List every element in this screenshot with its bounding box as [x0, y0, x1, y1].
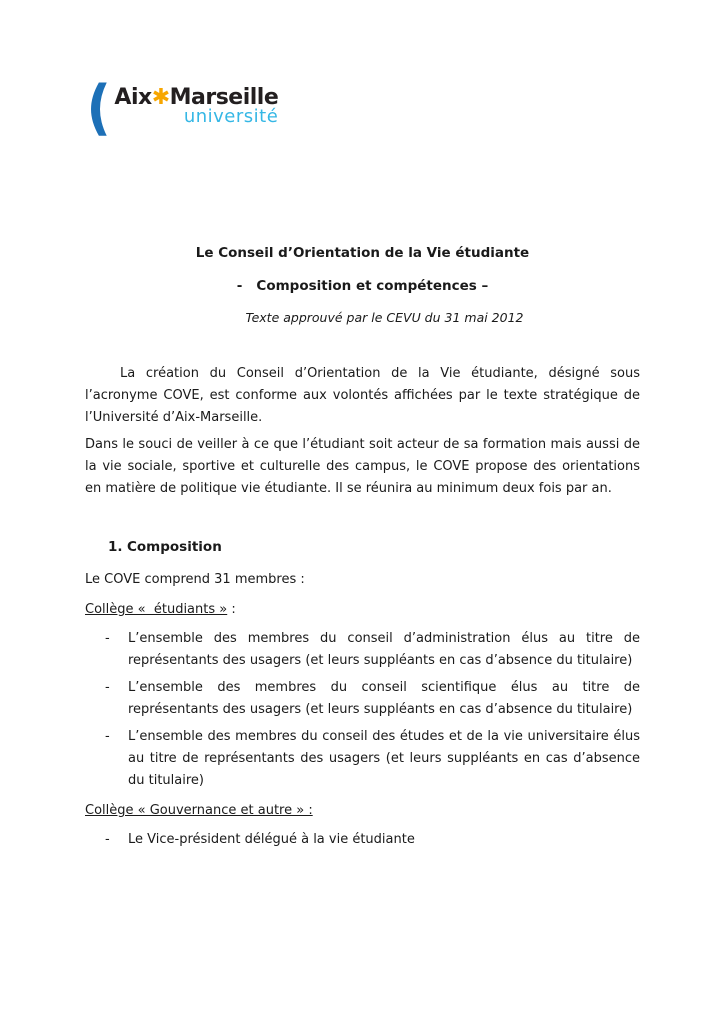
- list-item: [85, 726, 640, 792]
- list-item: [85, 829, 640, 851]
- logo-name-marseille: Marseille: [169, 85, 279, 110]
- bullet-dash-icon: -: [105, 832, 110, 847]
- paragraph-creation-cove: La création du Conseil d’Orientation de la Vie étudiante, désigné sous l’acronyme COVE, est conforme aux volontés affichées par le texte stratégique de l’Université d’Aix-Marseille.: [85, 366, 640, 425]
- students-list: [85, 628, 640, 792]
- college-governance-heading: [85, 800, 640, 822]
- list-item-text-conseil-administration: L’ensemble des membres du conseil d’administration élus au titre de représentants des usagers (et leurs suppléants en cas d’absence du titulaire): [128, 631, 640, 668]
- bullet-dash-icon: -: [105, 729, 110, 744]
- college-students-colon: :: [227, 602, 236, 617]
- list-item: [85, 677, 640, 721]
- asterisk-icon: ✱: [151, 85, 170, 110]
- bullet-dash-icon: -: [105, 631, 110, 646]
- logo-text-block: [114, 86, 278, 126]
- title-block: [85, 244, 640, 326]
- governance-list: [85, 829, 640, 851]
- college-students-label: Collège « étudiants »: [85, 602, 228, 617]
- page-subtitle: - Composition et compétences –: [236, 278, 489, 294]
- paragraph-souci-veiller: Dans le souci de veiller à ce que l’étudiant soit acteur de sa formation mais aussi de la vie sociale, sportive et culturelle des campus, le COVE propose des orientations en matière de politique vie étudiante. Il se réunira au minimum deux fois par an.: [85, 437, 640, 496]
- list-item-text-conseil-etudes: L’ensemble des membres du conseil des études et de la vie universitaire élus au titre de représentants des usagers (et leurs suppléants en cas d’absence du titulaire): [128, 729, 640, 788]
- logo-universite-label: université: [183, 106, 279, 127]
- members-count-line: Le COVE comprend 31 membres :: [85, 572, 305, 587]
- list-item-text-vice-president: Le Vice-président délégué à la vie étudiante: [128, 832, 415, 847]
- logo-name-aix: Aix: [114, 85, 152, 110]
- bullet-dash-icon: -: [105, 680, 110, 695]
- list-item: [85, 628, 640, 672]
- logo-parenthesis-icon: (: [86, 73, 112, 143]
- list-item-text-conseil-scientifique: L’ensemble des membres du conseil scientifique élus au titre de représentants des usagers (et leurs suppléants en cas d’absence du titulaire): [128, 680, 640, 717]
- university-logo: [85, 73, 640, 143]
- section-1-title: Composition: [127, 539, 222, 555]
- college-governance-label: Collège « Gouvernance et autre » :: [85, 803, 313, 818]
- approval-note: Texte approuvé par le CEVU du 31 mai 2012: [245, 310, 524, 325]
- college-students-heading: [85, 599, 640, 621]
- section-1-heading: [108, 538, 640, 556]
- section-1-number: 1.: [108, 539, 123, 555]
- page-title: Le Conseil d’Orientation de la Vie étudiante: [195, 245, 530, 261]
